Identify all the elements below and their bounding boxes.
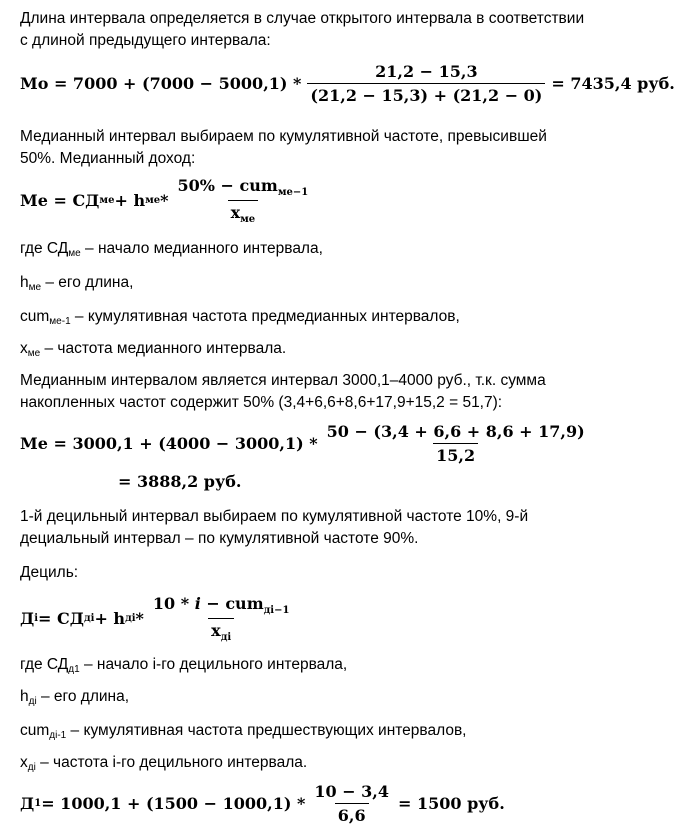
median-den-sub: ме — [240, 214, 256, 225]
median-den-text: x — [230, 203, 241, 222]
decile-general-numerator — [150, 594, 293, 618]
median-calc-formula — [20, 422, 594, 465]
def-sub: дi — [28, 696, 37, 707]
def-sub: ме-1 — [49, 316, 71, 327]
median-plus-h: + h — [114, 191, 146, 210]
decile-plus-h: + h — [94, 609, 126, 628]
def-text: – начало i-го децильного интервала, — [79, 656, 348, 673]
decile-num-sub: дi−1 — [263, 605, 290, 616]
decile-mult: * — [135, 609, 144, 628]
decile-def-3 — [20, 720, 608, 747]
median-interval-line-1: Медианным интервалом является интервал 3000,1–4000 руб., т.к. сумма — [20, 372, 546, 389]
median-def-4 — [20, 338, 608, 365]
def-text: – кумулятивная частота предшествующих интервалов, — [66, 722, 467, 739]
def-sub: ме — [27, 348, 41, 359]
def-text: – частота медианного интервала. — [40, 340, 287, 357]
decile-line-1: 1-й децильный интервал выбираем по кумулятивной частоте 10%, 9-й — [20, 508, 529, 525]
decile-def-2 — [20, 686, 608, 713]
intro-line-1: Длина интервала определяется в случае открытого интервала в соответствии — [20, 10, 585, 27]
def-symbol: h — [20, 688, 29, 705]
d1-lhs: Д — [20, 794, 35, 813]
median-interval-line-2: накопленных частот содержит 50% (3,4+6,6+8,6+17,9+15,2 = 51,7): — [20, 394, 503, 411]
mode-formula-lhs: Mo = 7000 + (7000 − 5000,1) * — [20, 74, 302, 93]
intro-paragraph — [20, 8, 608, 52]
median-general-denominator — [228, 200, 259, 225]
median-def-1 — [20, 238, 608, 265]
def-sub: ме — [28, 282, 42, 293]
decile-general-formula — [20, 594, 298, 643]
decile-den-text: x — [211, 621, 221, 640]
decile-lhs: Д — [20, 609, 35, 628]
median-mult: * — [160, 191, 169, 210]
mode-result: = 7435,4 руб. — [551, 74, 675, 93]
decile-num-a: 10 * — [152, 594, 195, 613]
mode-denominator: (21,2 − 15,3) + (21,2 − 0) — [307, 83, 545, 105]
def-symbol: x — [20, 340, 28, 357]
def-symbol: h — [20, 274, 29, 291]
decile-line-2: дециальный интервал – по кумулятивной частоте 90%. — [20, 530, 419, 547]
d1-calc-formula — [20, 782, 505, 825]
decile-num-b: − cum — [200, 594, 264, 613]
decile-general-fraction — [150, 594, 293, 643]
decile-def-4 — [20, 752, 608, 779]
median-line-2: 50%. Медианный доход: — [20, 150, 196, 167]
decile-den-sub: дi — [220, 632, 232, 643]
def-sub: дi — [27, 762, 36, 773]
median-general-numerator — [175, 176, 312, 200]
median-line-1: Медианный интервал выбираем по кумулятивной частоте, превысившей — [20, 128, 547, 145]
d1-numerator: 10 − 3,4 — [314, 782, 390, 801]
decile-def-1 — [20, 654, 608, 681]
median-num-sub: ме−1 — [277, 187, 309, 198]
decile-label: Дециль: — [20, 564, 79, 581]
mode-formula — [20, 62, 675, 105]
def-text: – начало медианного интервала, — [80, 240, 323, 257]
median-def-3 — [20, 306, 608, 333]
def-sub: дi-1 — [49, 730, 67, 741]
decile-lhs-sub: i — [34, 613, 39, 624]
decile-num-i: i — [194, 594, 201, 613]
def-text: – кумулятивная частота предмедианных интервалов, — [70, 308, 460, 325]
def-symbol: cum — [20, 722, 50, 739]
def-symbol: cum — [20, 308, 50, 325]
median-calc-numerator: 50 − (3,4 + 6,6 + 8,6 + 17,9) — [326, 422, 585, 441]
def-text: – его длина, — [36, 688, 130, 705]
d1-rest: = 1000,1 + (1500 − 1000,1) * — [41, 794, 306, 813]
def-sub: д1 — [68, 664, 80, 675]
median-lhs-sub: ме — [99, 195, 115, 206]
def-symbol: где СД — [20, 656, 69, 673]
d1-denominator: 6,6 — [335, 803, 369, 825]
d1-result: = 1500 руб. — [398, 794, 505, 813]
mode-fraction — [307, 62, 545, 105]
median-general-formula — [20, 176, 317, 225]
decile-h-sub: дi — [125, 613, 136, 624]
def-sub: ме — [68, 248, 81, 259]
median-def-2 — [20, 272, 608, 299]
median-h-sub: ме — [145, 195, 161, 206]
def-text: – частота i-го децильного интервала. — [35, 754, 308, 771]
median-interval-paragraph — [20, 370, 608, 414]
def-symbol: x — [20, 754, 28, 771]
decile-cd-sub: дi — [83, 613, 95, 624]
decile-eq: = СД — [38, 609, 84, 628]
d1-fraction — [311, 782, 392, 825]
median-calc-fraction — [324, 422, 588, 465]
decile-general-denominator — [208, 618, 234, 643]
median-lhs: Me = СД — [20, 191, 100, 210]
mode-numerator: 21,2 − 15,3 — [375, 62, 478, 81]
def-text: – его длина, — [41, 274, 134, 291]
def-symbol: где СД — [20, 240, 69, 257]
median-general-fraction — [175, 176, 312, 225]
median-calc-denominator: 15,2 — [433, 443, 478, 465]
median-num-text: 50% − cum — [177, 176, 278, 195]
decile-paragraph — [20, 506, 608, 550]
median-paragraph — [20, 126, 608, 170]
median-calc-lhs: Me = 3000,1 + (4000 − 3000,1) * — [20, 434, 318, 453]
median-calc-result: = 3888,2 руб. — [118, 472, 242, 491]
intro-line-2: с длиной предыдущего интервала: — [20, 32, 271, 49]
d1-lhs-sub: 1 — [34, 798, 42, 809]
